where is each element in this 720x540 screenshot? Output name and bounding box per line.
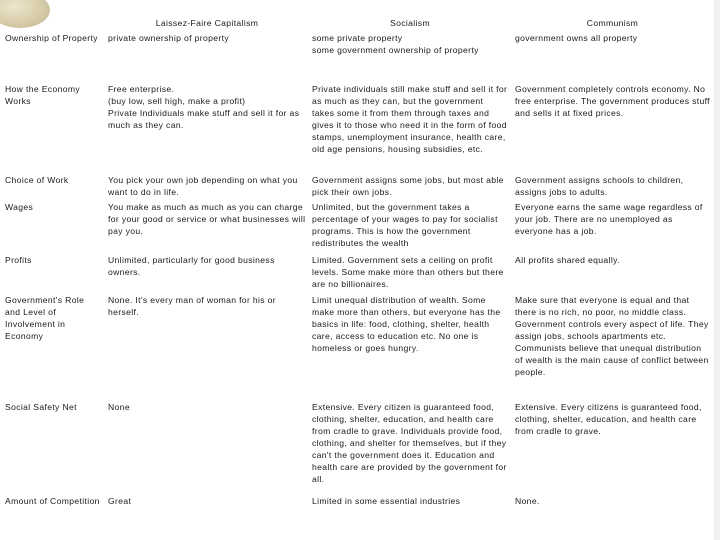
row-label: Profits (5, 255, 32, 265)
table-cell: None (108, 402, 130, 412)
decorative-corner-image (0, 0, 50, 28)
row-label: Wages (5, 202, 34, 212)
table-cell: Make sure that everyone is equal and that there is no rich, no poor, no middle class. Government controls every aspect of life. They assign jobs, schools apartments etc. Communists believe that unequal distribution of wealth is the main cause of conflict between people. (515, 295, 709, 377)
row-label: How the Economy Works (5, 84, 80, 106)
table-cell: Government assigns some jobs, but most able pick their own jobs. (312, 175, 504, 197)
table-cell: Limited in some essential industries (312, 496, 461, 506)
table-cell: Extensive. Every citizen is guaranteed food, clothing, shelter, education, and health care from cradle to grave. Individuals provide food, clothing, and shelter for themselves, but if they can't the government does it. Education and health care are provided by the government for all. (312, 402, 507, 484)
table-cell: Great (108, 496, 132, 506)
page-edge (714, 0, 720, 540)
table-cell: Free enterprise. (buy low, sell high, make a profit) Private Individuals make stuff and sell it for as much as they can. (108, 84, 300, 130)
row-label: Amount of Competition (5, 496, 100, 506)
table-cell: Limit unequal distribution of wealth. Some make more than others, but everyone has the basics in life: food, clothing, shelter, health care, access to education etc. No one is homeless or goes hungry. (312, 295, 501, 353)
table-cell: private ownership of property (108, 33, 229, 43)
row-label: Social Safety Net (5, 402, 77, 412)
table-cell: Government assigns schools to children, assigns jobs to adults. (515, 175, 684, 197)
table-cell: Unlimited, particularly for good business owners. (108, 255, 275, 277)
header-communism: Communism (586, 18, 639, 28)
table-cell: You make as much as much as you can charge for your good or service or what businesses will pay you. (108, 202, 306, 236)
table-cell: All profits shared equally. (515, 255, 620, 265)
header-capitalism: Laissez-Faire Capitalism (155, 18, 259, 28)
table-cell: Government completely controls economy. No free enterprise. The government produces stuff and sells it at fixed prices. (515, 84, 710, 118)
table-cell: government owns all property (515, 33, 638, 43)
table-cell: Everyone earns the same wage regardless of your job. There are no unemployed as everyone has a job. (515, 202, 703, 236)
row-label: Choice of Work (5, 175, 69, 185)
row-label: Government's Role and Level of Involvement in Economy (5, 295, 85, 341)
table-cell: None. (515, 496, 540, 506)
table-cell: Unlimited, but the government takes a percentage of your wages to pay for socialist programs. This is how the government redistributes the wealth (312, 202, 498, 248)
table-cell: You pick your own job depending on what you want to do in life. (108, 175, 298, 197)
table-cell: some private property some government ownership of property (312, 33, 479, 55)
row-label: Ownership of Property (5, 33, 98, 43)
table-cell: Limited. Government sets a ceiling on profit levels. Some make more than others but there are no billionaires. (312, 255, 504, 289)
table-cell: Private individuals still make stuff and sell it for as much as they can, but the government takes some it from them through taxes and gives it to those who need it in the form of food stamps, unemployment insurance, health care, old age pensions, housing subsidies, etc. (312, 84, 508, 154)
header-socialism: Socialism (390, 18, 430, 28)
table-cell: None. It's every man of woman for his or herself. (108, 295, 277, 317)
table-cell: Extensive. Every citizens is guaranteed food, clothing, shelter, education, and health care from cradle to grave. (515, 402, 702, 436)
